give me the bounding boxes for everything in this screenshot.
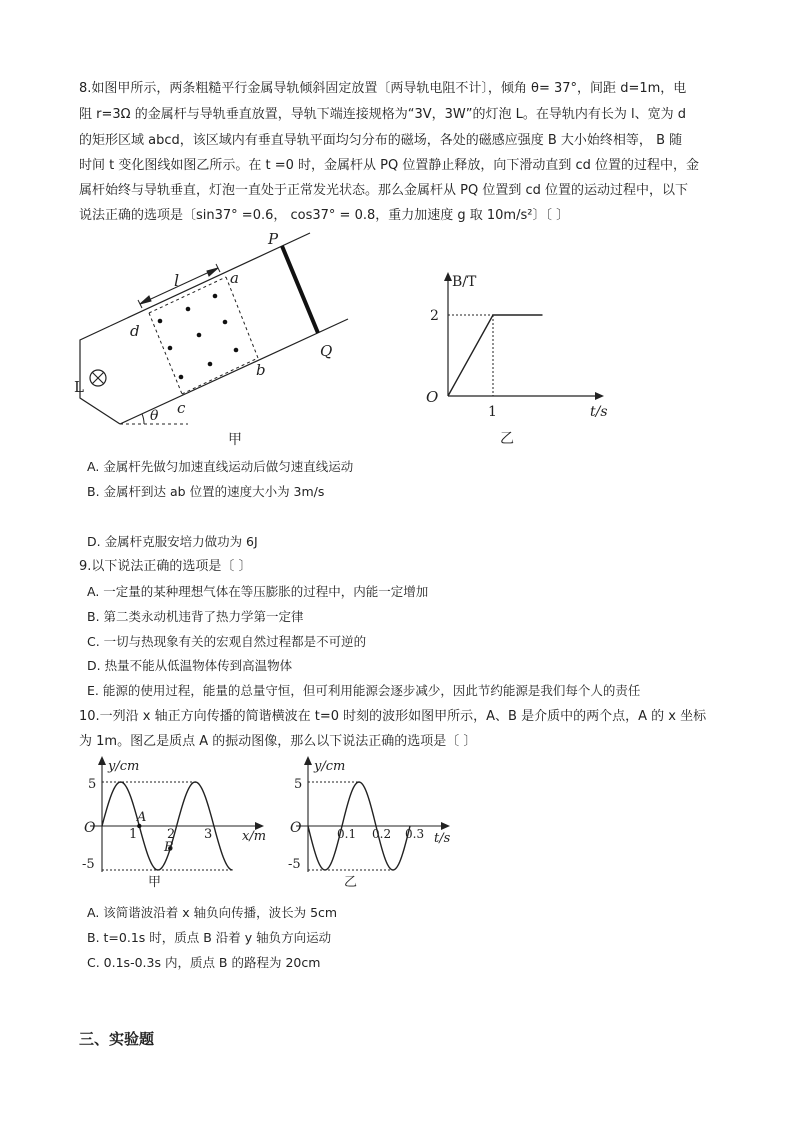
b-xlabel: t/s — [590, 404, 608, 420]
q10-option-b: B. t=0.1s 时，质点 B 沿着 y 轴负方向运动 — [87, 930, 332, 945]
q9-option-a: A. 一定量的某种理想气体在等压膨胀的过程中，内能一定增加 — [87, 584, 429, 599]
caption-jia-wave: 甲 — [148, 875, 162, 890]
q9-option-b: B. 第二类永动机违背了热力学第一定律 — [87, 609, 304, 624]
edge-dc — [149, 313, 182, 394]
b-y-arrow — [444, 272, 452, 281]
q9-option-d: D. 热量不能从低温物体传到高温物体 — [87, 658, 293, 673]
q10-line-1: 10.一列沿 x 轴正方向传播的简谐横波在 t=0 时刻的波形如图甲所示，A、B 是介质中的两个点，A 的 x 坐标 — [79, 709, 707, 724]
field-dot — [213, 294, 218, 299]
vib-x-tick-3: 0.3 — [405, 827, 425, 841]
label-q: Q — [320, 342, 333, 360]
q8-option-a: A. 金属杆先做匀加速直线运动后做匀速直线运动 — [87, 459, 354, 474]
q9-option-e: E. 能源的使用过程，能量的总量守恒，但可利用能源会逐步减少，因此节约能源是我们每个人的责任 — [87, 683, 641, 698]
wave-y-arrow — [98, 756, 106, 765]
q9-option-c: C. 一切与热现象有关的宏观自然过程都是不可逆的 — [87, 634, 367, 649]
vib-xlabel: t/s — [434, 831, 451, 846]
q8-line-1: 8.如图甲所示，两条粗糙平行金属导轨倾斜固定放置〔两导轨电阻不计〕，倾角 θ= 37°，间距 d=1m，电 — [79, 81, 687, 96]
edge-cb — [182, 358, 258, 394]
vib-x-arrow — [441, 822, 450, 830]
b-y-tick: 2 — [430, 308, 439, 324]
vib-y-neg: -5 — [288, 857, 301, 872]
label-theta: θ — [150, 408, 159, 424]
field-dot — [158, 319, 163, 324]
field-dots — [158, 294, 239, 380]
field-dot — [234, 348, 239, 353]
edge-ab — [226, 277, 258, 358]
q10-option-c: C. 0.1s-0.3s 内，质点 B 的路程为 20cm — [87, 955, 321, 970]
b-t-chart — [418, 268, 618, 448]
vib-x-tick-1: 0.1 — [337, 827, 357, 841]
lamp-icon — [90, 370, 106, 386]
rails — [80, 233, 348, 424]
wave-x-tick-2: 2 — [167, 827, 176, 842]
q8-option-b: B. 金属杆到达 ab 位置的速度大小为 3m/s — [87, 484, 325, 499]
rails-figure — [70, 228, 370, 448]
wave-y-pos: 5 — [88, 777, 97, 792]
field-region — [149, 277, 258, 394]
vibration-chart — [286, 752, 461, 892]
caption-yi-b: 乙 — [500, 431, 514, 447]
label-p: P — [268, 230, 279, 248]
wave-xlabel: x/m — [242, 829, 267, 844]
b-x-arrow — [595, 392, 604, 400]
upper-rail — [110, 233, 310, 326]
field-dot — [208, 362, 213, 367]
q8-line-4: 时间 t 变化图线如图乙所示。在 t =0 时，金属杆从 PQ 位置静止释放，向下滑动直到 cd 位置的过程中，金 — [79, 158, 700, 173]
q8-option-d: D. 金属杆克服安培力做功为 6J — [87, 534, 258, 549]
label-l: l — [174, 271, 180, 290]
vib-y-arrow — [304, 756, 312, 765]
b-ylabel: B/T — [452, 274, 477, 290]
field-dot — [186, 307, 191, 312]
b-series-line — [448, 315, 543, 396]
wave-x-tick-1: 1 — [129, 827, 138, 842]
label-d: d — [130, 322, 140, 340]
vib-y-pos: 5 — [294, 777, 303, 792]
q8-line-3: 的矩形区域 abcd，该区域内有垂直导轨平面均匀分布的磁场，各处的磁感应强度 B 大小始终相等， B 随 — [79, 133, 683, 148]
section-title: 三、实验题 — [79, 1030, 155, 1048]
rod-pq — [282, 246, 318, 333]
wave-chart — [80, 752, 275, 892]
b-origin: O — [426, 388, 439, 406]
label-a: a — [230, 269, 239, 287]
label-c: c — [177, 399, 186, 417]
field-dot — [197, 333, 202, 338]
label-b: b — [256, 361, 266, 379]
q10-option-a: A. 该简谐波沿着 x 轴负向传播，波长为 5cm — [87, 905, 338, 920]
wave-ylabel: y/cm — [108, 759, 140, 774]
label-lamp: L — [74, 378, 84, 396]
q8-line-5: 属杆始终与导轨垂直，灯泡一直处于正常发光状态。那么金属杆从 PQ 位置到 cd 位置的运动过程中，以下 — [79, 183, 689, 198]
wave-label-b: B — [164, 840, 174, 855]
vib-x-tick-2: 0.2 — [372, 827, 392, 841]
caption-yi-vib: 乙 — [344, 875, 358, 890]
q8-line-6: 说法正确的选项是〔sin37° =0.6， cos37° = 0.8，重力加速度 g 取 10m/s²〕〔 〕 — [79, 208, 570, 223]
caption-jia: 甲 — [228, 432, 242, 448]
wave-origin: O — [84, 820, 96, 836]
q8-line-2: 阻 r=3Ω 的金属杆与导轨垂直放置，导轨下端连接规格为“3V，3W”的灯泡 L。在导轨内有长为 l、宽为 d — [79, 107, 686, 122]
field-dot — [179, 375, 184, 380]
wave-x-tick-3: 3 — [204, 827, 213, 842]
vib-origin: O — [290, 820, 302, 836]
field-dot — [168, 346, 173, 351]
q9-stem: 9.以下说法正确的选项是〔 〕 — [79, 559, 252, 574]
angle-arc — [142, 414, 144, 424]
vib-ylabel: y/cm — [314, 759, 346, 774]
q10-line-2: 为 1m。图乙是质点 A 的振动图像，那么以下说法正确的选项是〔 〕 — [79, 734, 477, 749]
b-t-series — [448, 315, 543, 396]
wave-y-neg: -5 — [82, 857, 95, 872]
wave-label-a: A — [137, 810, 147, 825]
field-dot — [223, 320, 228, 325]
b-x-tick: 1 — [488, 404, 497, 420]
